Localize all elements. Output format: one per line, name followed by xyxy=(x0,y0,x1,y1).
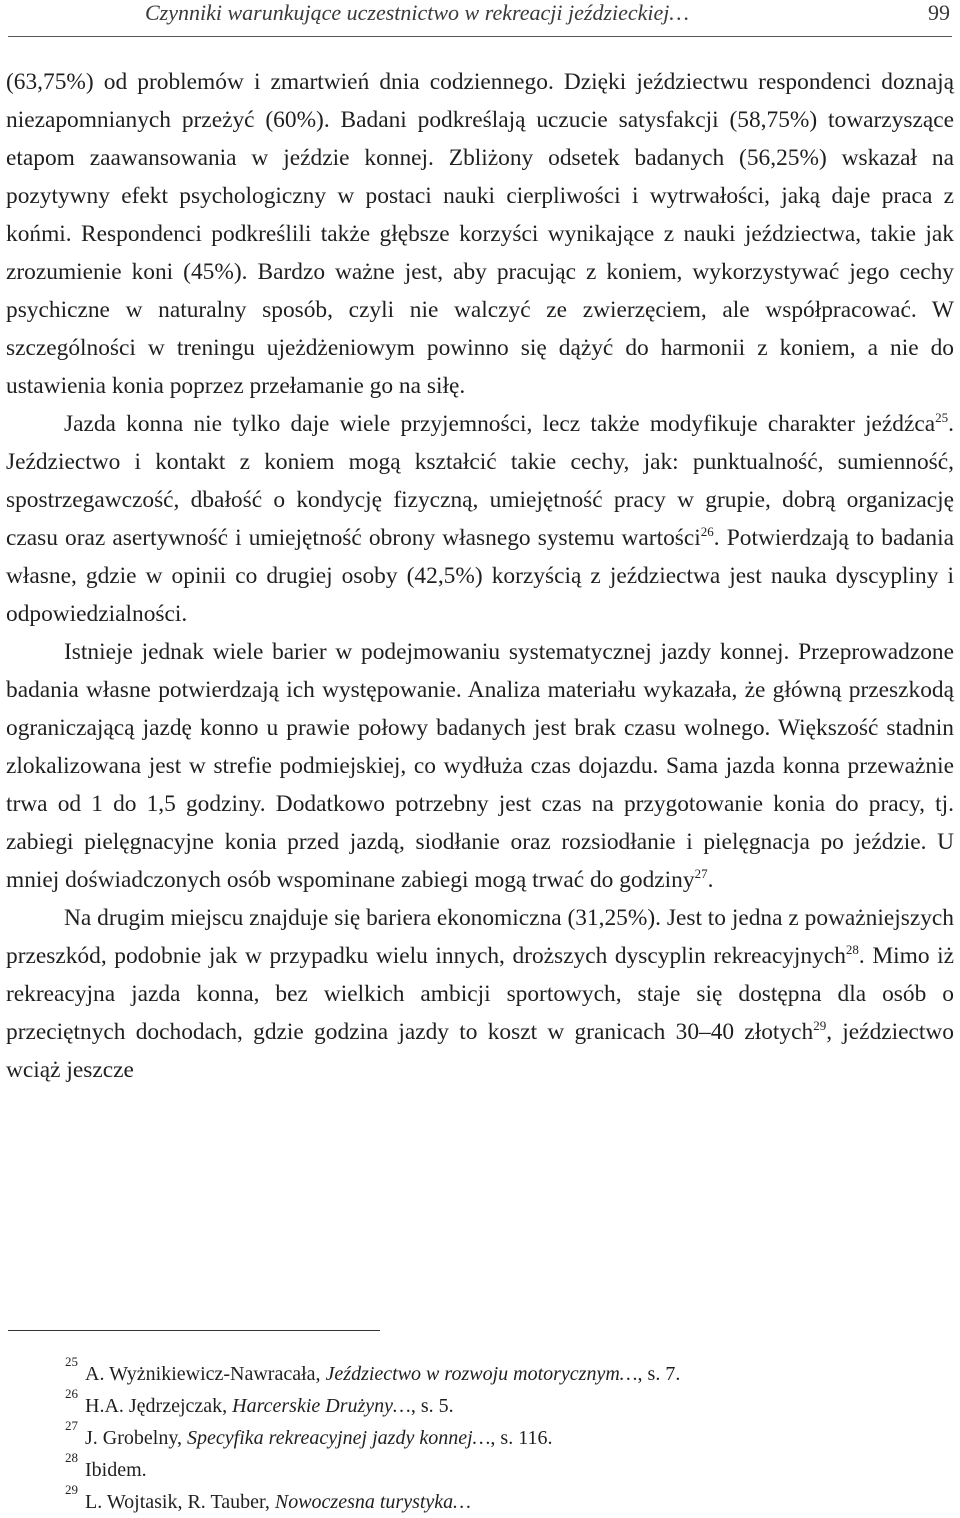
footnote-title: Specyfika rekreacyjnej jazdy konnej… xyxy=(187,1427,491,1449)
paragraph-text: , jeździectwo wciąż jeszcze xyxy=(6,1019,954,1083)
footnote-number: 29 xyxy=(65,1482,78,1497)
footnote-26 xyxy=(0,1386,960,1422)
paragraph-4 xyxy=(6,899,954,1089)
footnote-author: Ibidem. xyxy=(85,1459,147,1481)
footnote-author: L. Wojtasik, R. Tauber, xyxy=(85,1491,275,1513)
footnote-27 xyxy=(0,1418,960,1454)
paragraph-2 xyxy=(6,405,954,633)
footnote-number: 25 xyxy=(65,1354,78,1369)
footnote-ref-29[interactable]: 29 xyxy=(813,1018,827,1034)
footnotes xyxy=(0,1354,960,1518)
footnote-28 xyxy=(0,1450,960,1486)
page-number: 99 xyxy=(928,0,950,25)
paragraph-text: Istnieje jednak wiele barier w podejmowaniu systematycznej jazdy konnej. Przeprowadzone badania własne potwierdzają ich występowanie. Analiza materiału wykazała, że główną przeszkodą ograniczającą jazdę konno u prawie połowy badanych jest brak czasu wolnego. Większość stadnin zlokalizowana jest w strefie podmiejskiej, co wydłuża czas dojazdu. Sama jazda konna przeważnie trwa od 1 do 1,5 godziny. Dodatkowo potrzebny jest czas na przygotowanie konia do pracy, tj. zabiegi pielęgnacyjne konia przed jazdą, siodłanie oraz rozsiodłanie i pielęgnacja po jeździe. U mniej doświadczonych osób wspominane zabiegi mogą trwać do godziny xyxy=(6,639,954,893)
footnote-29 xyxy=(0,1482,960,1518)
paragraph-text: . Jeździectwo i kontakt z koniem mogą kształcić takie cechy, jak: punktualność, sumienność, spostrzegawczość, dbałość o kondycję fizyczną, umiejętność pracy w grupie, dobrą organizację czasu oraz asertywność i umiejętność obrony własnego systemu wartości xyxy=(6,411,954,551)
footnote-rest: , s. 7. xyxy=(637,1363,681,1385)
paragraph-text: . xyxy=(707,867,714,893)
footnote-rest: , s. 5. xyxy=(410,1395,454,1417)
paragraph-text: Jazda konna nie tylko daje wiele przyjemności, lecz także modyfikuje charakter jeźdźca xyxy=(64,411,936,437)
footnote-title: Nowoczesna turystyka… xyxy=(274,1491,471,1513)
paragraph-3 xyxy=(6,633,954,899)
paragraph-1 xyxy=(6,63,954,405)
footnote-ref-26[interactable]: 26 xyxy=(700,524,714,540)
footnote-number: 27 xyxy=(65,1418,78,1433)
footnote-author: H.A. Jędrzejczak, xyxy=(85,1395,233,1417)
paragraph-text: . Mimo iż rekreacyjna jazda konna, bez wielkich ambicji sportowych, staje się dostępna dla osób o przeciętnych dochodach, gdzie godzina jazdy to koszt w granicach 30–40 złotych xyxy=(6,943,954,1045)
page-header xyxy=(0,0,960,40)
body-text xyxy=(6,63,954,1089)
footnote-25 xyxy=(0,1354,960,1390)
footnote-number: 26 xyxy=(65,1386,78,1401)
footnote-author: J. Grobelny, xyxy=(85,1427,188,1449)
paragraph-text: . Potwierdzają to badania własne, gdzie w opinii co drugiej osoby (42,5%) korzyścią z jeździectwa jest nauka dyscypliny i odpowiedzialności. xyxy=(6,525,955,627)
paragraph-text: Na drugim miejscu znajduje się bariera ekonomiczna (31,25%). Jest to jedna z poważniejszych przeszkód, podobnie jak w przypadku wielu innych, droższych dyscyplin rekreacyjnych xyxy=(6,905,954,969)
footnote-author: A. Wyżnikiewicz-Nawracała, xyxy=(85,1363,326,1385)
footnote-ref-28[interactable]: 28 xyxy=(845,942,859,958)
footnote-rule xyxy=(8,1330,380,1331)
paragraph-text: (63,75%) od problemów i zmartwień dnia codziennego. Dzięki jeździectwu respondenci doznają niezapomnianych przeżyć (60%). Badani podkreślają uczucie satysfakcji (58,75%) towarzyszące etapom zaawansowania w jeździe konnej. Zbliżony odsetek badanych (56,25%) wskazał na pozytywny efekt psychologiczny w postaci nauki cierpliwości i wytrwałości, jaką daje praca z końmi. Respondenci podkreślili także głębsze korzyści wynikające z nauki jeździectwa, takie jak zrozumienie koni (45%). Bardzo ważne jest, aby pracując z koniem, wykorzystywać jego cechy psychiczne w naturalny sposób, czyli nie walczyć ze zwierzęciem, ale współpracować. W szczególności w treningu ujeżdżeniowym powinno się dążyć do harmonii z koniem, a nie do ustawienia konia poprzez przełamanie go na siłę. xyxy=(6,69,954,399)
header-rule xyxy=(8,36,952,37)
footnote-title: Jeździectwo w rozwoju motorycznym… xyxy=(325,1363,638,1385)
footnote-number: 28 xyxy=(65,1450,78,1465)
running-head: Czynniki warunkujące uczestnictwo w rekreacji jeździeckiej… xyxy=(145,0,689,25)
footnote-ref-27[interactable]: 27 xyxy=(694,866,708,882)
footnote-rest: , s. 116. xyxy=(490,1427,553,1449)
footnote-ref-25[interactable]: 25 xyxy=(935,410,949,426)
footnote-title: Harcerskie Drużyny… xyxy=(232,1395,411,1417)
